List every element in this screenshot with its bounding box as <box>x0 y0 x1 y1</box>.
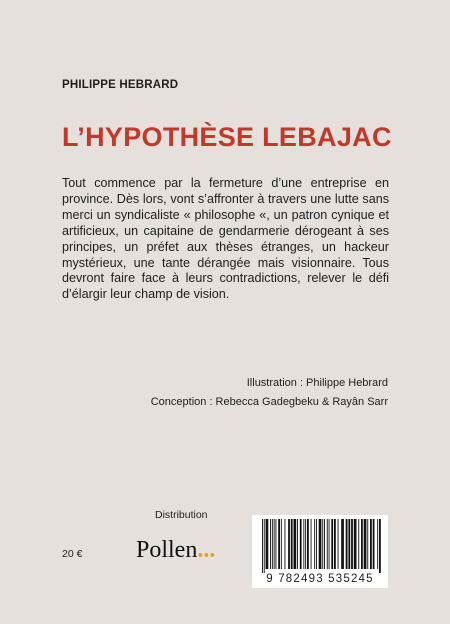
barcode-bar <box>354 519 357 569</box>
barcode-bar <box>348 519 350 569</box>
barcode-bar <box>329 519 330 569</box>
barcode-bar <box>272 519 273 569</box>
barcode-bar <box>373 519 375 569</box>
barcode-bar <box>270 519 271 569</box>
barcode-bar <box>379 519 381 573</box>
distribution-label: Distribution <box>155 509 208 521</box>
barcode-bar <box>297 519 298 569</box>
barcode-bar <box>367 519 368 569</box>
barcode-bar <box>351 519 353 569</box>
back-cover-blurb: Tout commence par la fermeture d’une entreprise en province. Dès lors, vont s’affronter à travers une lutte sans merci un syndicaliste « philosophe «, un patron cynique et artificieux, un capitaine de gendarmerie dérogeant à ses principes, un préfet aux thèses étranges, un hackeur mystérieux, une tante dérangée mais visionnaire. Tous devront faire face à leurs contradictions, relever le défi d’élargir leur champ de vision. <box>62 176 389 302</box>
barcode-bar <box>311 519 312 569</box>
barcode-bar <box>316 519 317 569</box>
credits <box>151 374 388 412</box>
barcode-bar <box>305 519 306 569</box>
conception-credit: Conception : Rebecca Gadegbeku & Rayân Sarr <box>150 396 388 408</box>
logo-wordmark: Pollen <box>136 537 198 563</box>
barcode-bar <box>300 519 302 569</box>
barcode-bar <box>285 519 286 569</box>
logo-dots: ... <box>197 537 216 563</box>
barcode-bar <box>274 519 275 569</box>
barcode-bar <box>266 519 269 569</box>
illustration-credit: Illustration : Philippe Hebrard <box>246 377 388 389</box>
barcode-bar <box>262 519 263 573</box>
barcode-bar <box>327 519 328 569</box>
barcode-bars <box>252 515 388 573</box>
barcode-bar <box>276 519 277 569</box>
barcode-bar <box>314 519 315 569</box>
barcode-bar <box>307 519 309 569</box>
barcode-bar <box>370 519 372 569</box>
barcode-bar <box>346 519 348 569</box>
author-name: PHILIPPE HEBRARD <box>62 79 179 91</box>
barcode-bar <box>278 519 280 569</box>
book-title: L’HYPOTHÈSE LEBAJAC <box>62 122 392 152</box>
barcode-bar <box>331 519 333 569</box>
barcode-bar <box>288 519 290 569</box>
price: 20 € <box>62 548 83 560</box>
isbn-digits: 9 782493 535245 <box>266 573 374 585</box>
barcode-bar <box>334 519 336 569</box>
barcode-bar <box>361 519 363 569</box>
barcode-bar <box>377 519 378 569</box>
barcode-bar <box>341 519 344 569</box>
barcode-bar <box>322 519 323 569</box>
barcode-bar <box>264 519 265 573</box>
barcode-bar <box>364 519 367 569</box>
barcode-bar <box>338 519 339 569</box>
barcode-bar <box>358 519 359 569</box>
barcode-bar <box>303 519 304 569</box>
barcode-bar <box>291 519 293 569</box>
barcode-bar <box>319 519 322 569</box>
barcode-bar <box>281 519 282 569</box>
barcode-bar <box>294 519 297 569</box>
barcode-bar <box>324 519 325 569</box>
pollen-logo <box>136 537 215 564</box>
